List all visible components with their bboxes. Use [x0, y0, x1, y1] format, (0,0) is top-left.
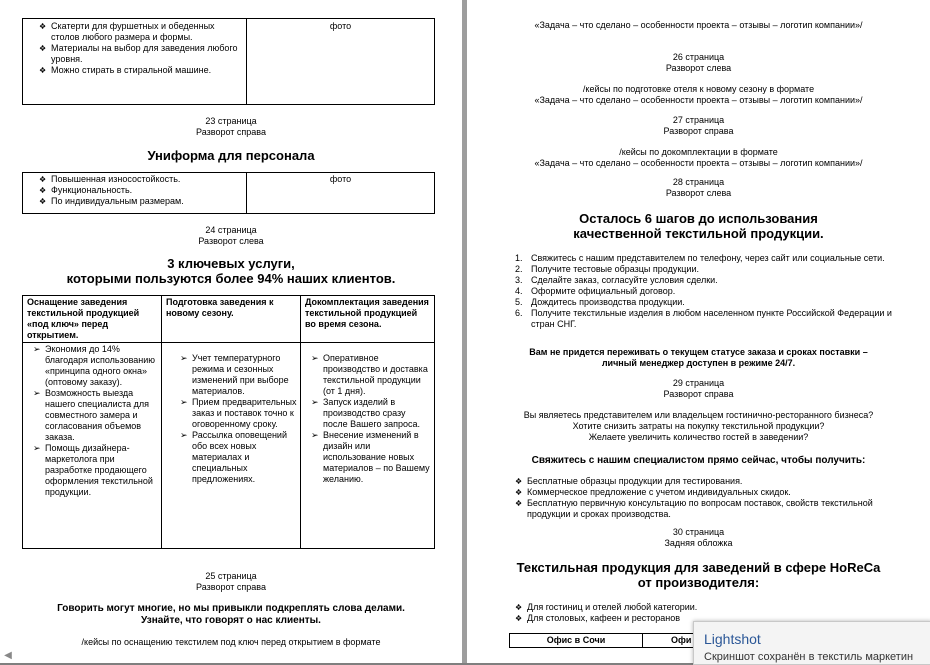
- list-item: ❖ Можно стирать в стиральной машине.: [37, 65, 242, 76]
- list-item: ➢ Запуск изделий в производство сразу после Вашего запроса.: [311, 397, 432, 430]
- tablecloth-features-list: [37, 21, 242, 76]
- services-col-supplement: [301, 343, 435, 549]
- list-item: ❖ Функциональность.: [37, 185, 242, 196]
- list-item: 5. Дождитесь производства продукции.: [515, 297, 685, 307]
- list-item: ❖ Бесплатную первичную консультацию по вопросам поставок, свойств текстильной продукции и сроках производства.: [513, 498, 893, 520]
- uniform-features-cell: [23, 173, 247, 214]
- testimonials-intro: Говорить могут многие, но мы привыкли подкреплять слова делами. Узнайте, что говорят о нас клиенты.: [57, 603, 405, 626]
- cases-season-block: /кейсы по подготовке отеля к новому сезону в формате «Задача – что сделано – особенности проекта – отзывы – логотип компании»/: [534, 84, 863, 105]
- list-item: ❖ Материалы на выбор для заведения любого уровня.: [37, 43, 242, 65]
- list-item: ❖ Для гостиниц и отелей любой категории.: [513, 602, 893, 613]
- section-title-uniform: Униформа для персонала: [147, 148, 315, 163]
- steps-list: [507, 253, 902, 330]
- services-title: 3 ключевых услуги, которыми пользуются более 94% наших клиентов.: [66, 256, 396, 286]
- list-item: ➢ Рассылка оповещений обо всех новых материалах и специальных предложениях.: [180, 430, 298, 485]
- back-cover-title: Текстильная продукция для заведений в сфере HoReCa от производителя:: [516, 560, 881, 590]
- page-marker-29: 29 страница Разворот справа: [663, 378, 734, 399]
- photo-placeholder: фото: [247, 173, 435, 214]
- contact-benefits-list: [513, 476, 893, 520]
- scroll-left-icon[interactable]: ◀: [4, 650, 12, 661]
- page-marker-27: 27 страница Разворот справа: [663, 115, 734, 136]
- page-marker-28: 28 страница Разворот слева: [665, 177, 732, 198]
- services-table: [22, 295, 435, 549]
- list-item: ❖ Для столовых, кафеен и ресторанов: [513, 613, 893, 624]
- steps-title: Осталось 6 шагов до использования качественной текстильной продукции.: [573, 211, 824, 241]
- list-item: 2. Получите тестовые образцы продукции.: [515, 264, 699, 274]
- cases-turnkey-line: /кейсы по оснащению текстилем под ключ перед открытием в формате: [81, 637, 381, 647]
- page-marker-23: 23 страница Разворот справа: [196, 116, 266, 137]
- services-header-supplement: Докомплектация заведения текстильной продукцией во время сезона.: [301, 296, 435, 343]
- list-item: ❖ Скатерти для фуршетных и обеденных столов любого размера и формы.: [37, 21, 242, 43]
- services-header-turnkey: Оснащение заведения текстильной продукцией «под ключ» перед открытием.: [23, 296, 162, 343]
- services-header-season: Подготовка заведения к новому сезону.: [162, 296, 301, 343]
- page-marker-24: 24 страница Разворот слева: [198, 225, 264, 246]
- office-sochi: Офис в Сочи: [510, 634, 643, 648]
- list-item: 4. Оформите официальный договор.: [515, 286, 676, 296]
- list-item: ➢ Учет температурного режима и сезонных изменений при выборе материалов.: [180, 353, 298, 397]
- list-item: ❖ Повышенная износостойкость.: [37, 174, 242, 185]
- uniform-table: [22, 172, 435, 214]
- services-col-season: [162, 343, 301, 549]
- page-marker-26: 26 страница Разворот слева: [665, 52, 732, 73]
- list-item: ➢ Помощь дизайнера-маркетолога при разработке продающего оформления текстильной продукции.: [33, 443, 159, 498]
- list-item: 3. Сделайте заказ, согласуйте условия сделки.: [515, 275, 718, 285]
- tablecloth-table: [22, 18, 435, 105]
- document-page-left: [0, 0, 462, 663]
- list-item: ➢ Оперативное производство и доставка текстильной продукции (от 1 дня).: [311, 353, 432, 397]
- page-marker-25: 25 страница Разворот справа: [196, 571, 266, 592]
- services-col-turnkey: [23, 343, 162, 549]
- list-item: ➢ Внесение изменений в дизайн или использование новых материалов – по Вашему желанию.: [311, 430, 432, 485]
- photo-placeholder: фото: [247, 19, 435, 105]
- list-item: ➢ Возможность выезда нашего специалиста для совместного замера и согласования объемов заказа.: [33, 388, 159, 443]
- list-item: ➢ Экономия до 14% благодаря использованию «принципа одного окна» (оптовому заказу).: [33, 344, 159, 388]
- questions-block: Вы являетесь представителем или владельцем гостинично-ресторанного бизнеса? Хотите снизить затраты на покупку текстильной продукции? Желаете увеличить количество гостей в заведении?: [523, 410, 874, 442]
- list-item: 6. Получите текстильные изделия в любом населенном пункте Российской Федерации и стран СНГ.: [515, 308, 892, 329]
- office-second: Офи: [643, 634, 909, 648]
- page-marker-30: 30 страница Задняя обложка: [664, 527, 733, 548]
- tablecloth-features-cell: [23, 19, 247, 105]
- notification-title: Lightshot: [704, 631, 761, 647]
- uniform-features-list: [37, 174, 242, 207]
- list-item: ❖ Бесплатные образцы продукции для тестирования.: [513, 476, 893, 487]
- list-item: ➢ Прием предварительных заказ и поставок точно к оговоренному сроку.: [180, 397, 298, 430]
- manager-note: Вам не придется переживать о текущем статусе заказа и сроках поставки – личный менеджер доступен в режиме 24/7.: [529, 347, 868, 368]
- list-item: 1. Свяжитесь с нашим представителем по телефону, через сайт или социальные сети.: [515, 253, 885, 263]
- lightshot-notification[interactable]: [693, 621, 930, 665]
- list-item: ❖ По индивидуальным размерам.: [37, 196, 242, 207]
- list-item: ❖ Коммерческое предложение с учетом индивидуальных скидок.: [513, 487, 893, 498]
- cases-supplement-block: /кейсы по докомплектации в формате «Задача – что сделано – особенности проекта – отзывы – логотип компании»/: [534, 147, 863, 168]
- contact-title: Свяжитесь с нашим специалистом прямо сейчас, чтобы получить:: [531, 455, 866, 466]
- document-page-right: [467, 0, 930, 663]
- cases-format-line: «Задача – что сделано – особенности проекта – отзывы – логотип компании»/: [534, 20, 863, 30]
- notification-message: Скриншот сохранён в текстиль маркетин: [704, 651, 914, 663]
